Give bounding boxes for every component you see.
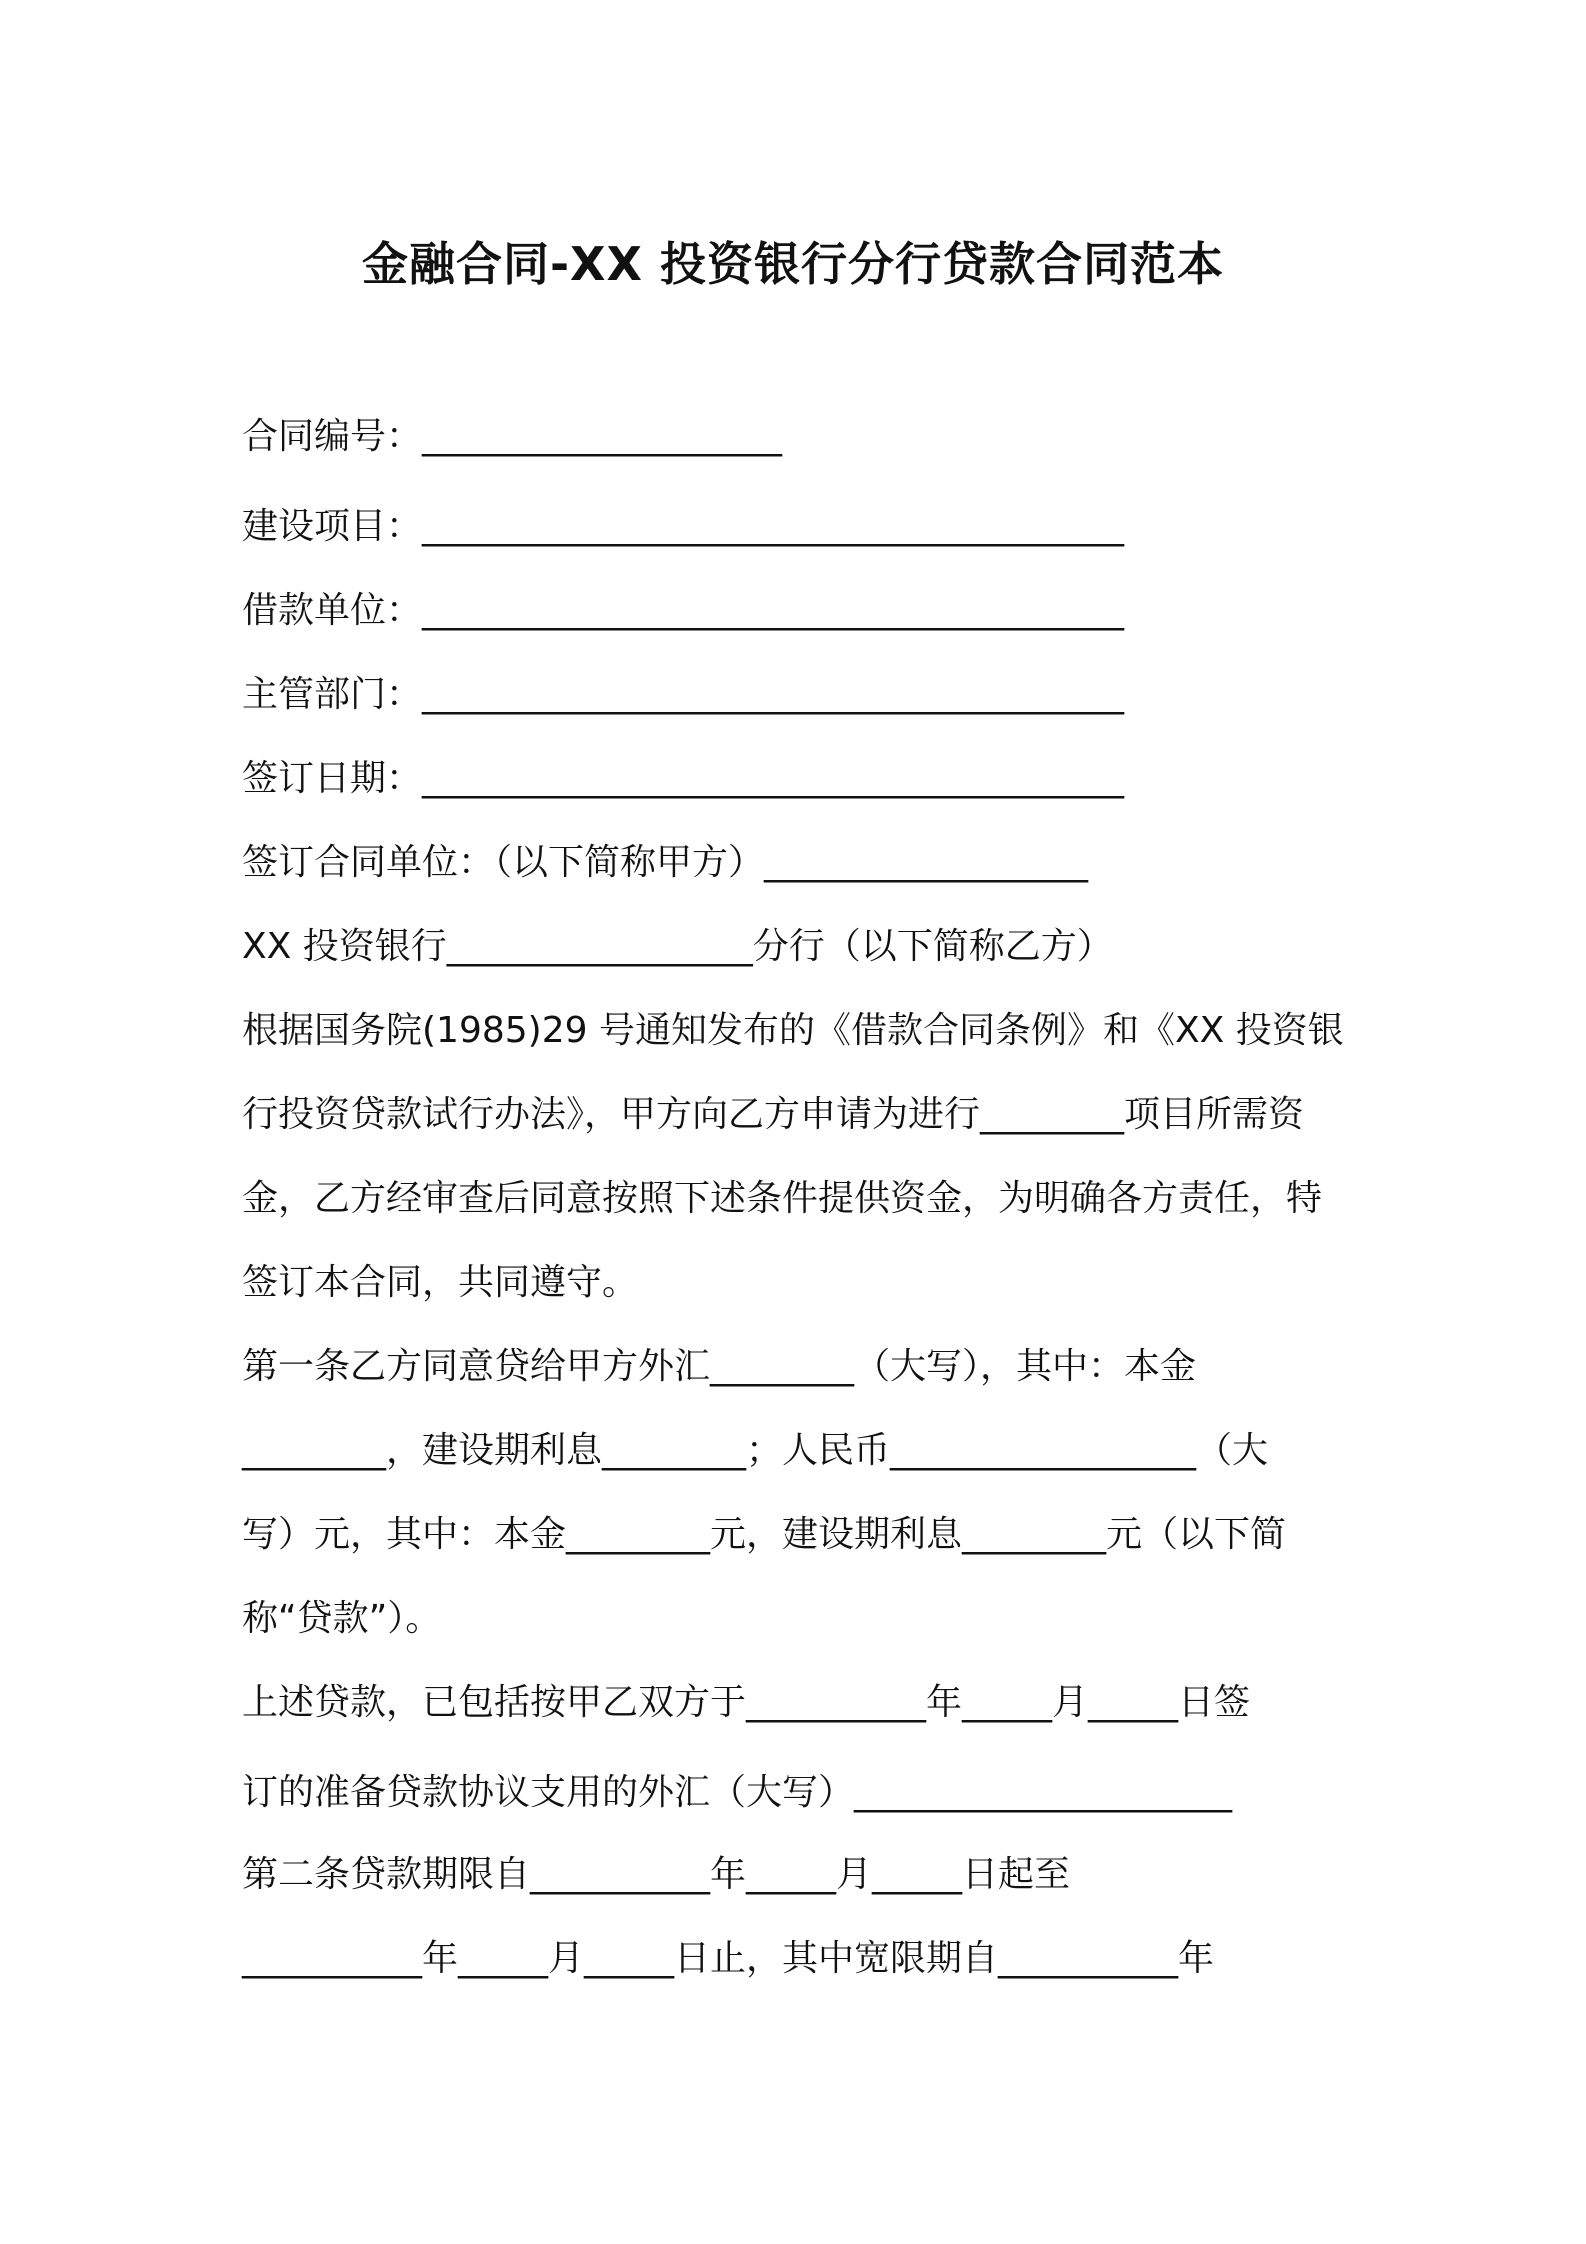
- body-line: 根据国务院(1985)29 号通知发布的《借款合同条例》和《XX 投资银: [242, 1010, 1344, 1051]
- article-two-line: __________年_____月_____日止，其中宽限期自__________年: [242, 1938, 1215, 1979]
- article-one-line: 称“贷款”）。: [242, 1598, 442, 1639]
- body-line: 金，乙方经审查后同意按照下述条件提供资金，为明确各方责任，特: [242, 1178, 1323, 1219]
- contract-number-line: 合同编号：____________________: [242, 416, 783, 457]
- article-one-line: 写）元，其中：本金________元，建设期利息________元（以下简: [242, 1514, 1287, 1555]
- article-two-line: 第二条贷款期限自__________年_____月_____日起至: [242, 1854, 1071, 1895]
- article-one-line: 第一条乙方同意贷给甲方外汇________（大写），其中：本金: [242, 1346, 1197, 1387]
- signing-date-line: 签订日期：_______________________________________: [242, 758, 1125, 799]
- article-one-line: ________，建设期利息________；人民币_________________（大: [242, 1430, 1269, 1471]
- body-line: 行投资贷款试行办法》，甲方向乙方申请为进行________项目所需资: [242, 1094, 1305, 1135]
- borrower-line: 借款单位：_______________________________________: [242, 590, 1125, 631]
- supervising-department-line: 主管部门：_______________________________________: [242, 674, 1125, 715]
- body-line: 签订本合同，共同遵守。: [242, 1262, 639, 1303]
- loan-note-line: 上述贷款，已包括按甲乙双方于__________年_____月_____日签: [242, 1682, 1251, 1723]
- document-title: 金融合同-XX 投资银行分行贷款合同范本: [361, 237, 1225, 291]
- party-b-line: XX 投资银行_________________分行（以下简称乙方）: [242, 926, 1113, 967]
- loan-note-line: 订的准备贷款协议支用的外汇（大写）_____________________: [242, 1772, 1233, 1813]
- construction-project-line: 建设项目：_______________________________________: [242, 506, 1125, 547]
- party-a-line: 签订合同单位：（以下简称甲方）__________________: [242, 842, 1089, 883]
